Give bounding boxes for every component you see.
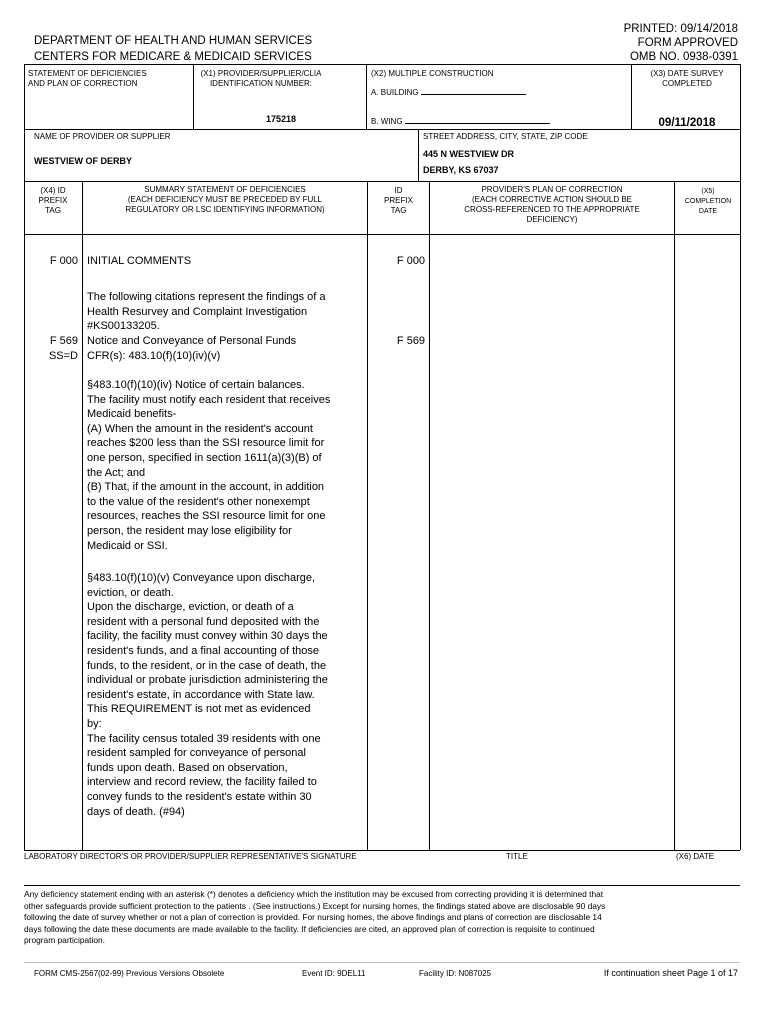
header-mid-rule [24, 129, 740, 130]
department-title: DEPARTMENT OF HEALTH AND HUMAN SERVICES [34, 35, 313, 47]
form-number: FORM CMS-2567(02-99) Previous Versions Obsolete [34, 969, 225, 978]
f569-id: F 569 [396, 335, 426, 347]
f569-tag: F 569 [49, 335, 78, 347]
building-label: A. BUILDING [371, 88, 419, 97]
column-header-rule [24, 234, 740, 235]
signature-rule [24, 850, 740, 851]
header-divider-4 [418, 129, 419, 181]
x3-label: (X3) DATE SURVEY COMPLETED [650, 69, 724, 88]
x2-label: (X2) MULTIPLE CONSTRUCTION [371, 69, 494, 78]
title-label: TITLE [506, 852, 528, 861]
wing-line [405, 114, 550, 124]
summary-header: SUMMARY STATEMENT OF DEFICIENCIES (EACH DEFICIENCY MUST BE PRECEDED BY FULL REGULATORY OR LSC IDENTIFYING INFORMATION) [125, 185, 325, 214]
x5-header: (X5) COMPLETION DATE [684, 188, 732, 215]
form-approved: FORM APPROVED [637, 37, 738, 49]
provider-name: WESTVIEW OF DERBY [34, 156, 133, 166]
facility-id: Facility ID: N087025 [419, 969, 492, 978]
building-field [371, 85, 626, 98]
plan-header: PROVIDER'S PLAN OF CORRECTION (EACH CORRECTIVE ACTION SHOULD BE CROSS-REFERENCED TO THE APPROPRIATE DEFICIENCY) [464, 185, 640, 224]
f000-title: INITIAL COMMENTS [87, 255, 192, 267]
left-border [24, 64, 25, 850]
col-divider-plan [674, 181, 675, 850]
id-header: ID PREFIX TAG [384, 186, 413, 215]
right-border [740, 64, 741, 850]
cms-title: CENTERS FOR MEDICARE & MEDICAID SERVICES [34, 51, 312, 63]
header-top-rule [24, 64, 740, 65]
omb-number: OMB NO. 0938-0391 [629, 51, 738, 63]
signature-label: LABORATORY DIRECTOR'S OR PROVIDER/SUPPLIER REPRESENTATIVE'S SIGNATURE [24, 852, 357, 861]
address-line-1: 445 N WESTVIEW DR [423, 149, 515, 159]
statement-label: STATEMENT OF DEFICIENCIES AND PLAN OF CORRECTION [28, 69, 147, 88]
building-line [421, 85, 526, 95]
x1-value: 175218 [265, 114, 297, 124]
address-line-2: DERBY, KS 67037 [423, 165, 499, 175]
col-divider-tag [82, 181, 83, 850]
col-divider-summary [367, 181, 368, 850]
f000-id: F 000 [396, 255, 426, 267]
disclaimer-text: Any deficiency statement ending with an asterisk (*) denotes a deficiency which the institution may be excused from correcting providing it is determined that other safeguards provide sufficient protection to the patients . (See instructions.) Except for nursing homes, the findings stated above are disclosable 90 days following the date of survey whether or not a plan of correction is provided. For nursing homes, the above findings and plans of correction are disclosable 14 days following the date these documents are made available to the facility. If deficiencies are cited, an approved plan of correction is requisite to continued program participation. [24, 889, 606, 946]
wing-label: B. WING [371, 117, 403, 126]
provider-name-label: NAME OF PROVIDER OR SUPPLIER [34, 132, 171, 141]
page-number: If continuation sheet Page 1 of 17 [603, 968, 738, 978]
f569-severity: SS=D [48, 350, 78, 362]
f569-title: Notice and Conveyance of Personal Funds CFR(s): 483.10(f)(10)(iv)(v) [87, 335, 297, 362]
header-divider-3 [631, 64, 632, 129]
header-bottom-rule [24, 181, 740, 182]
conveyance-paragraph: §483.10(f)(10)(v) Conveyance upon discharge, eviction, or death. Upon the discharge, eviction, or death of a resident with a personal fund deposited with the facility, the facility must convey within 30 days the resident's funds, and a final accounting of those funds, to the resident, or in the case of death, the individual or probate jurisdiction administering the resident's estate, in accordance with State law. This REQUIREMENT is not met as evidenced by: The facility census totaled 39 residents with one resident sampled for conveyance of personal funds upon death. Based on observation, interview and record review, the facility failed to convey funds to the resident's estate within 30 days of death. (#94) [87, 572, 328, 818]
disclaimer-rule [24, 885, 740, 886]
header-divider-1 [193, 64, 194, 129]
signature-date-label: (X6) DATE [676, 852, 715, 861]
notice-paragraph: §483.10(f)(10)(iv) Notice of certain balances. The facility must notify each resident that receives Medicaid benefits- (A) When the amount in the resident's account reaches $200 less than the SSI resource limit for one person, specified in section 1611(a)(3)(B) of the Act; and (B) That, if the amount in the account, in addition to the value of the resident's other nonexempt resources, reaches the SSI resource limit for one person, the resident may lose eligibility for Medicaid or SSI. [87, 379, 331, 552]
intro-text: The following citations represent the findings of a Health Resurvey and Complaint Investigation #KS00133205. [87, 291, 326, 333]
f000-tag: F 000 [49, 255, 78, 267]
footer-rule [24, 962, 740, 963]
event-id: Event ID: 9DEL11 [302, 969, 366, 978]
wing-field [371, 114, 626, 127]
x1-label: (X1) PROVIDER/SUPPLIER/CLIA IDENTIFICATION NUMBER: [200, 69, 322, 88]
address-label: STREET ADDRESS, CITY, STATE, ZIP CODE [423, 132, 588, 141]
header-divider-2 [366, 64, 367, 129]
x3-value: 09/11/2018 [658, 117, 716, 129]
x4-header: (X4) ID PREFIX TAG [38, 186, 68, 215]
col-divider-id [429, 181, 430, 850]
printed-date: PRINTED: 09/14/2018 [623, 23, 738, 35]
